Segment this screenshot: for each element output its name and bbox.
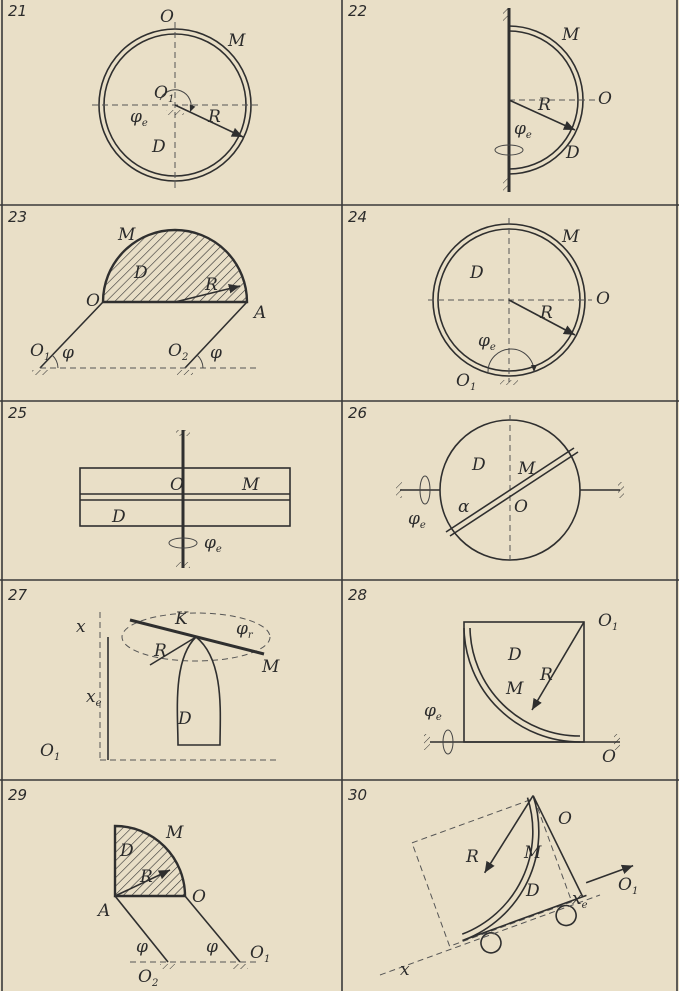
label-x: x: [76, 617, 86, 637]
label-m: M: [228, 31, 246, 51]
panel-number: 21: [8, 2, 28, 20]
label-m: M: [562, 25, 580, 45]
panel-22: [348, 2, 612, 192]
label-d: D: [508, 645, 522, 665]
panel-28: [348, 586, 620, 767]
label-o: O: [558, 809, 572, 829]
panel-number: 27: [8, 586, 28, 604]
label-o1: $O_1$: [30, 341, 51, 363]
label-m: M: [262, 657, 280, 677]
label-d: D: [566, 143, 580, 163]
label-o: O: [602, 747, 616, 767]
label-m: M: [506, 679, 524, 699]
label-xe: $x_e$: [86, 687, 102, 709]
label-r: R: [154, 641, 167, 661]
label-o2: $O_2$: [138, 967, 159, 989]
panel-number: 23: [8, 208, 28, 226]
label-d: D: [120, 841, 134, 861]
label-o: O: [514, 497, 528, 517]
label-o1: $O_1$: [456, 371, 477, 393]
label-d: D: [112, 507, 126, 527]
label-o: O: [160, 7, 174, 27]
label-m: M: [166, 823, 184, 843]
panel-26: [348, 404, 624, 565]
label-o1: $O_1$: [154, 83, 175, 105]
label-a: A: [98, 901, 111, 921]
label-d: D: [152, 137, 166, 157]
label-xe: $x_e$: [572, 889, 588, 911]
label-r: R: [540, 303, 553, 323]
panel-25: [8, 404, 290, 568]
label-phi-e: $\varphi_e$: [408, 509, 426, 531]
label-m: M: [518, 459, 536, 479]
label-phi-2: φ: [206, 937, 218, 957]
label-m: M: [118, 225, 136, 245]
label-d: D: [134, 263, 148, 283]
label-a: A: [254, 303, 267, 323]
label-d: D: [470, 263, 484, 283]
label-phi-e: $\varphi_e$: [130, 107, 148, 129]
label-o1: $O_1$: [618, 875, 639, 897]
label-o2: $O_2$: [168, 341, 189, 363]
label-o1: $O_1$: [40, 741, 61, 763]
label-phi-e: $\varphi_e$: [424, 701, 442, 723]
panel-27: [8, 586, 280, 763]
label-o1: $O_1$: [250, 943, 271, 965]
label-alpha: α: [458, 497, 470, 517]
label-r: R: [466, 847, 479, 867]
label-o1: $O_1$: [598, 611, 619, 633]
label-o: O: [596, 289, 610, 309]
label-d: D: [472, 455, 486, 475]
panel-29: [8, 786, 270, 989]
panel-23: [8, 208, 266, 375]
label-r: R: [540, 665, 553, 685]
label-r: R: [140, 867, 153, 887]
label-r: R: [208, 107, 221, 127]
label-o: O: [86, 291, 100, 311]
panel-number: 22: [348, 2, 368, 20]
label-m: M: [524, 843, 542, 863]
label-k: K: [175, 609, 188, 629]
label-o: O: [192, 887, 206, 907]
label-m: M: [242, 475, 260, 495]
label-phi-2: φ: [210, 343, 222, 363]
label-phi-r: $\varphi_r$: [236, 619, 253, 641]
label-o: O: [170, 475, 184, 495]
label-phi-e: $\varphi_e$: [478, 331, 496, 353]
panel-number: 26: [348, 404, 368, 422]
panel-24: [348, 208, 610, 393]
panel-number: 24: [348, 208, 368, 226]
panel-number: 28: [348, 586, 368, 604]
label-phi-e: $\varphi_e$: [204, 533, 222, 555]
panel-21: [8, 2, 262, 188]
label-phi-1: φ: [136, 937, 148, 957]
label-d: D: [178, 709, 192, 729]
panel-30: [348, 772, 645, 980]
label-x: x: [400, 960, 410, 980]
label-r: R: [205, 275, 218, 295]
panel-number: 29: [8, 786, 28, 804]
label-o: O: [598, 89, 612, 109]
label-m: M: [562, 227, 580, 247]
label-phi-e: $\varphi_e$: [514, 119, 532, 141]
panel-number: 30: [348, 786, 368, 804]
panel-number: 25: [8, 404, 28, 422]
label-r: R: [538, 95, 551, 115]
label-d: D: [526, 881, 540, 901]
label-phi-1: φ: [62, 343, 74, 363]
